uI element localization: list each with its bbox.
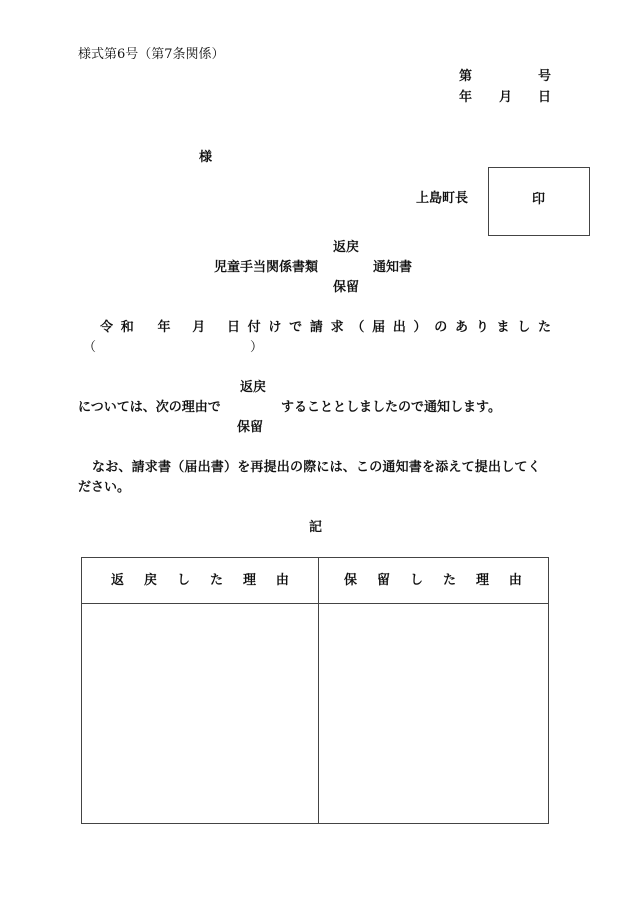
return-reason-cell[interactable] — [82, 604, 317, 823]
number-prefix: 第 — [459, 69, 473, 84]
number-suffix: 号 — [538, 69, 552, 84]
addressee-suffix: 様 — [199, 150, 213, 165]
header-char: 理 — [475, 573, 489, 588]
header-char: 由 — [508, 573, 522, 588]
body-reason-prefix: については、次の理由で — [78, 400, 221, 415]
title-subject: 児童手当関係書類 — [214, 260, 319, 275]
char: し — [517, 320, 531, 335]
date-month: 月 — [499, 90, 513, 105]
seal-label: 印 — [532, 192, 546, 207]
seal-box — [488, 167, 590, 236]
body-reason-suffix: することとしましたので通知します。 — [281, 400, 501, 415]
char: 求 — [330, 320, 344, 335]
header-char: た — [442, 573, 456, 588]
title-option-hold: 保留 — [333, 280, 360, 295]
char: あ — [455, 320, 469, 335]
char: 届 — [372, 320, 386, 335]
header-char: し — [176, 573, 190, 588]
header-char: 由 — [275, 573, 289, 588]
header-char: し — [409, 573, 423, 588]
char: 令 — [100, 320, 114, 335]
body-option-return: 返戻 — [240, 380, 267, 395]
paren-open: （ — [83, 340, 97, 355]
char: 年 — [157, 320, 171, 335]
date-day: 日 — [538, 90, 552, 105]
char: 和 — [120, 320, 134, 335]
header-return-reason — [111, 574, 289, 587]
char: 出 — [392, 320, 406, 335]
char: 月 — [192, 320, 206, 335]
hold-reason-cell[interactable] — [319, 604, 548, 823]
char: の — [434, 320, 448, 335]
header-char: 留 — [376, 573, 390, 588]
body-note: なお、請求書（届出書）を再提出の際には、この通知書を添えて提出してく — [92, 460, 541, 475]
char: け — [268, 320, 282, 335]
char: 請 — [309, 320, 323, 335]
header-char: た — [209, 573, 223, 588]
char: ま — [496, 320, 510, 335]
title-notice: 通知書 — [373, 260, 413, 275]
date-year: 年 — [459, 90, 473, 105]
form-label: 様式第6号（第7条関係） — [78, 47, 225, 62]
char: ） — [413, 320, 427, 335]
header-hold-reason — [344, 574, 522, 587]
char: た — [537, 320, 551, 335]
header-char: 理 — [242, 573, 256, 588]
char: （ — [351, 320, 365, 335]
paren-close: ） — [250, 340, 264, 355]
body-request-date-line — [100, 321, 551, 334]
sender-name: 上島町長 — [416, 191, 469, 206]
body-note-continued: ださい。 — [78, 480, 131, 495]
ki-heading: 記 — [309, 520, 323, 535]
header-char: 返 — [111, 573, 125, 588]
header-char: 保 — [344, 573, 358, 588]
body-option-hold: 保留 — [237, 420, 264, 435]
char: 付 — [247, 320, 261, 335]
char: 日 — [226, 320, 240, 335]
char: り — [475, 320, 489, 335]
header-char: 戻 — [143, 573, 157, 588]
reasons-table — [81, 557, 549, 824]
title-option-return: 返戻 — [333, 240, 360, 255]
char: で — [289, 320, 303, 335]
